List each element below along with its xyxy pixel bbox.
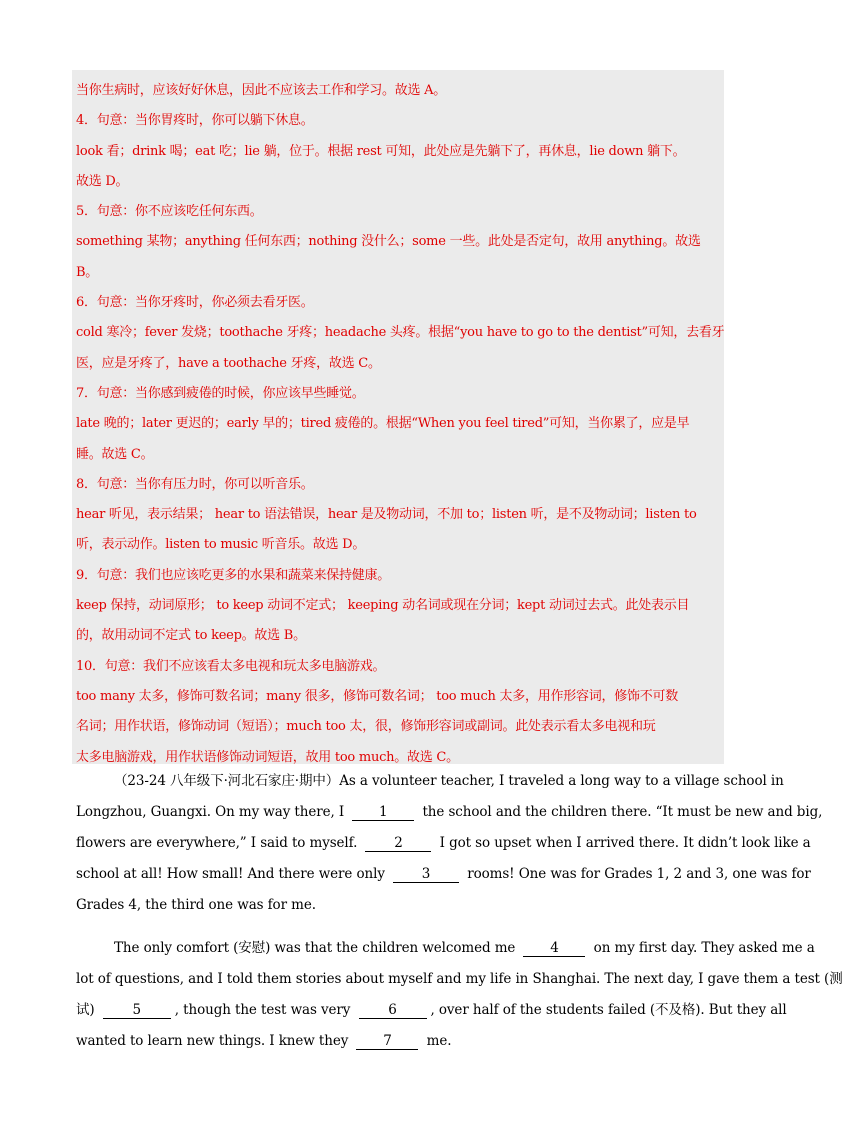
answer-line: late 晚的；later 更迟的；early 早的；tired 疲倦的。根据“When you feel tired”可知，当你累了，应是早 bbox=[76, 416, 690, 432]
answer-line: 8．句意：当你有压力时，你可以听音乐。 bbox=[76, 476, 314, 492]
answer-line: 10．句意：我们不应该看太多电视和玩太多电脑游戏。 bbox=[76, 658, 386, 674]
answer-line: too many 太多，修饰可数名词；many 很多，修饰可数名词； too much 太多，用作形容词，修饰不可数 bbox=[76, 688, 678, 704]
passage-line bbox=[76, 964, 843, 995]
passage-line bbox=[76, 933, 815, 964]
answer-line: 9．句意：我们也应该吃更多的水果和蔬菜来保持健康。 bbox=[76, 567, 391, 583]
answer-line: 4．句意：当你胃疼时，你可以躺下休息。 bbox=[76, 113, 314, 129]
answer-line: 的，故用动词不定式 to keep。故选 B。 bbox=[76, 628, 306, 644]
answer-line: keep 保持，动词原形； to keep 动词不定式； keeping 动名词或现在分词；kept 动词过去式。此处表示目 bbox=[76, 598, 690, 614]
answer-line: something 某物；anything 任何东西；nothing 没什么；some 一些。此处是否定句，故用 anything。故选 bbox=[76, 234, 701, 250]
passage-text: wanted to learn new things. I knew they bbox=[76, 1033, 353, 1049]
passage-text: （23-24 八年级下·河北石家庄·期中）As a volunteer teacher, I traveled a long way to a village school in bbox=[114, 773, 784, 789]
answer-line: hear 听见，表示结果； hear to 语法错误，hear 是及物动词，不加 to；listen 听，是不及物动词；listen to bbox=[76, 507, 697, 523]
passage-line bbox=[76, 890, 726, 921]
passage-text: flowers are everywhere,” I said to myself. bbox=[76, 835, 362, 851]
passage-text: Longzhou, Guangxi. On my way there, I bbox=[76, 804, 349, 820]
answer-line: 5．句意：你不应该吃任何东西。 bbox=[76, 204, 263, 220]
answer-line: 当你生病时，应该好好休息，因此不应该去工作和学习。故选 A。 bbox=[76, 83, 447, 98]
cloze-blank-7[interactable]: 7 bbox=[356, 1034, 418, 1050]
answer-line: 名词；用作状语，修饰动词（短语）；much too 太，很，修饰形容词或副词。此处表示看太多电视和玩 bbox=[76, 719, 656, 735]
paragraph-gap bbox=[76, 921, 726, 933]
cloze-blank-4[interactable]: 4 bbox=[523, 941, 585, 957]
passage-text: , though the test was very bbox=[174, 1002, 355, 1018]
passage-text: lot of questions, and I told them stories about myself and my life in Shanghai. The next day, I gave them a test (测 bbox=[76, 971, 843, 987]
answer-line: 太多电脑游戏，用作状语修饰动词短语，故用 too much。故选 C。 bbox=[76, 749, 459, 765]
passage-text: school at all! How small! And there were only bbox=[76, 866, 390, 882]
passage-text: , over half of the students failed (不及格). But they all bbox=[430, 1002, 787, 1018]
passage-text: rooms! One was for Grades 1, 2 and 3, one was for bbox=[463, 866, 811, 882]
passage-text: on my first day. They asked me a bbox=[589, 940, 815, 956]
passage-line bbox=[76, 859, 811, 890]
passage-line bbox=[76, 995, 787, 1026]
passage-text: The only comfort (安慰) was that the children welcomed me bbox=[114, 940, 520, 956]
answer-line: 医，应是牙疼了，have a toothache 牙疼，故选 C。 bbox=[76, 355, 381, 371]
cloze-blank-3[interactable]: 3 bbox=[393, 867, 459, 883]
cloze-blank-6[interactable]: 6 bbox=[359, 1003, 427, 1019]
passage-text: the school and the children there. “It must be new and big, bbox=[418, 804, 823, 820]
answer-line: cold 寒冷；fever 发烧；toothache 牙疼；headache 头疼。根据“you have to go to the dentist”可知，去看牙 bbox=[76, 325, 725, 341]
passage-line bbox=[76, 797, 823, 828]
passage-line bbox=[76, 828, 811, 859]
answer-line: 睡。故选 C。 bbox=[76, 446, 154, 462]
passage-line bbox=[76, 766, 784, 797]
answer-line: look 看；drink 喝；eat 吃；lie 躺，位于。根据 rest 可知，此处应是先躺下了，再休息，lie down 躺下。 bbox=[76, 143, 686, 159]
cloze-passage bbox=[76, 766, 843, 1057]
answer-line: B。 bbox=[76, 264, 99, 280]
passage-text: I got so upset when I arrived there. It didn’t look like a bbox=[435, 835, 811, 851]
cloze-blank-2[interactable]: 2 bbox=[365, 836, 431, 852]
answer-line: 听，表示动作。listen to music 听音乐。故选 D。 bbox=[76, 537, 366, 553]
passage-line bbox=[76, 1026, 726, 1057]
passage-text: 试) bbox=[76, 1002, 99, 1018]
answer-line: 故选 D。 bbox=[76, 173, 129, 189]
cloze-blank-5[interactable]: 5 bbox=[103, 1003, 171, 1019]
cloze-blank-1[interactable]: 1 bbox=[352, 805, 414, 821]
answer-explanation-box bbox=[72, 70, 724, 764]
passage-text: Grades 4, the third one was for me. bbox=[76, 897, 316, 913]
answer-line: 7．句意：当你感到疲倦的时候，你应该早些睡觉。 bbox=[76, 385, 365, 401]
answer-line: 6．句意：当你牙疼时，你必须去看牙医。 bbox=[76, 295, 314, 311]
passage-text: me. bbox=[422, 1033, 452, 1049]
